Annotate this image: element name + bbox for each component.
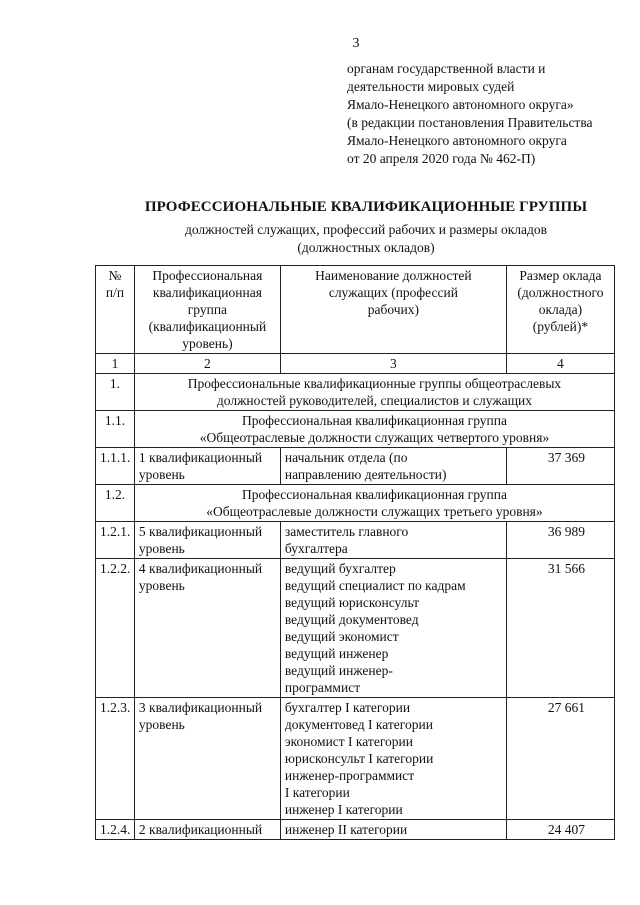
qualification-level-line: уровень [138,578,185,593]
column-number: 2 [134,354,280,374]
column-number: 3 [280,354,506,374]
row-number: 1.2.2. [96,559,135,698]
header-note [347,60,632,168]
position-name: начальник отдела (по [284,450,408,465]
header-line: п/п [105,285,125,300]
table-row [96,448,615,485]
position-name: направлению деятельности) [284,467,447,482]
position-name: ведущий инженер- [284,663,393,678]
header-line: служащих (профессий [328,285,458,300]
header-line: (квалификационный [148,319,267,334]
qualification-level-line: 5 квалификационный [138,524,263,539]
row-number: 1.1. [96,411,135,448]
salary-amount: 36 989 [506,522,614,559]
subtitle-line: (должностных окладов) [297,240,435,255]
section-title [134,374,614,411]
row-number: 1.1.1. [96,448,135,485]
position-name: ведущий специалист по кадрам [284,578,466,593]
table-row [96,559,615,698]
position-name: инженер II категории [284,822,408,837]
header-salary [506,266,614,354]
header-note-line: (в редакции постановления Правительства [347,115,593,130]
position-list [280,522,506,559]
salary-amount: 24 407 [506,820,614,840]
section-title [134,411,614,448]
qualification-level [134,522,280,559]
header-line: № [108,268,122,283]
section-title-line: Профессиональная квалификационная группа [241,413,507,428]
position-name: ведущий документовед [284,612,419,627]
header-line: уровень) [182,336,233,351]
salary-table [95,265,615,840]
header-note-line: Ямало-Ненецкого автономного округа» [347,97,574,112]
header-line: квалификационная [152,285,262,300]
position-name: ведущий юрисконсульт [284,595,419,610]
header-line: Наименование должностей [315,268,472,283]
section-title-line: Профессиональная квалификационная группа [241,487,507,502]
document-title: ПРОФЕССИОНАЛЬНЫЕ КВАЛИФИКАЦИОННЫЕ ГРУППЫ [144,199,588,215]
qualification-level [134,698,280,820]
qualification-level-line: 3 квалификационный [138,700,263,715]
column-number: 1 [96,354,135,374]
position-name: экономист I категории [284,734,413,749]
header-line: Профессиональная [152,268,263,283]
qualification-level-line: 2 квалификационный [138,822,263,837]
position-list [280,698,506,820]
header-note-line: деятельности мировых судей [347,79,515,94]
qualification-level-line: 1 квалификационный [138,450,263,465]
row-number: 1.2.1. [96,522,135,559]
position-name: заместитель главного [284,524,409,539]
salary-amount: 31 566 [506,559,614,698]
page-number: 3 [352,36,360,51]
position-name: ведущий бухгалтер [284,561,396,576]
header-line: оклада) [538,302,583,317]
header-note-line: от 20 апреля 2020 года № 462-П) [347,151,536,166]
salary-amount: 37 369 [506,448,614,485]
header-note-line: органам государственной власти и [347,61,546,76]
header-note-line: Ямало-Ненецкого автономного округа [347,133,567,148]
header-line: Размер оклада [519,268,602,283]
header-group [134,266,280,354]
section-row [96,485,615,522]
qualification-level [134,559,280,698]
qualification-level [134,448,280,485]
column-number-row [96,354,615,374]
section-title-line: Профессиональные квалификационные группы общеотраслевых [187,376,562,391]
position-name: бухгалтера [284,541,348,556]
column-number: 4 [506,354,614,374]
header-line: рабочих) [367,302,420,317]
document-subtitle [95,221,637,257]
header-positions [280,266,506,354]
section-row [96,411,615,448]
section-title [134,485,614,522]
position-name: юрисконсульт I категории [284,751,434,766]
section-title-line: «Общеотраслевые должности служащих четвертого уровня» [199,430,550,445]
position-name: инженер-программист [284,768,415,783]
row-number: 1.2. [96,485,135,522]
position-list [280,820,506,840]
position-name: ведущий экономист [284,629,399,644]
position-name: программист [284,680,361,695]
section-row [96,374,615,411]
table-row [96,522,615,559]
subtitle-line: должностей служащих, профессий рабочих и размеры окладов [184,222,548,237]
header-number [96,266,135,354]
section-title-line: должностей руководителей, специалистов и служащих [216,393,533,408]
header-line: (рублей)* [532,319,589,334]
position-list [280,448,506,485]
salary-amount: 27 661 [506,698,614,820]
table-header-row [96,266,615,354]
qualification-level-line: уровень [138,467,185,482]
table-row [96,698,615,820]
position-list [280,559,506,698]
section-title-line: «Общеотраслевые должности служащих третьего уровня» [206,504,543,519]
position-name: инженер I категории [284,802,403,817]
header-line: группа [187,302,228,317]
row-number: 1.2.3. [96,698,135,820]
position-name: ведущий инженер [284,646,389,661]
position-name: I категории [284,785,350,800]
header-line: (должностного [517,285,604,300]
row-number: 1.2.4. [96,820,135,840]
qualification-level [134,820,280,840]
row-number: 1. [96,374,135,411]
qualification-level-line: 4 квалификационный [138,561,263,576]
qualification-level-line: уровень [138,541,185,556]
position-name: бухгалтер I категории [284,700,411,715]
qualification-level-line: уровень [138,717,185,732]
table-row [96,820,615,840]
position-name: документовед I категории [284,717,433,732]
